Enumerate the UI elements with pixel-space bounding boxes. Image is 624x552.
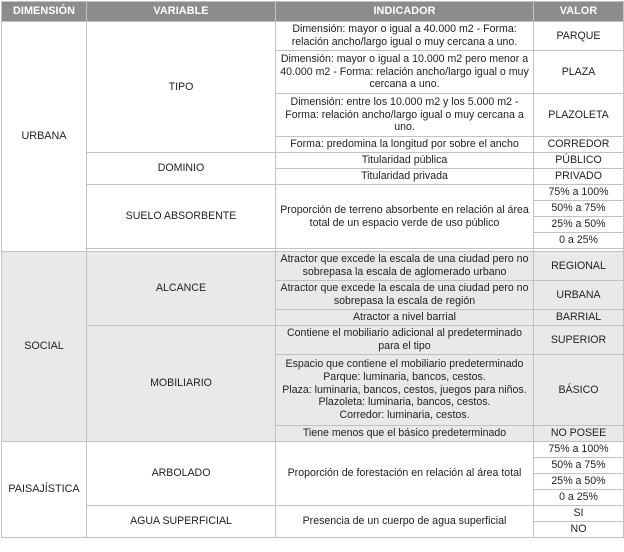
indicador-cell: Proporción de terreno absorbente en relación al área total de un espacio verde de uso público [276, 185, 534, 249]
indicador-cell [276, 355, 534, 426]
valor-cell: NO [534, 522, 624, 538]
table-row [2, 153, 624, 169]
indicador-line: Espacio que contiene el mobiliario predeterminado [285, 357, 524, 370]
indicador-line: Plaza: luminaria, bancos, cestos, juegos para niños. [282, 383, 527, 396]
table-row [2, 185, 624, 201]
variable-alcance: ALCANCE [87, 252, 276, 326]
valor-cell: PLAZA [534, 51, 624, 94]
indicador-cell: Contiene el mobiliario adicional al predeterminado para el tipo [276, 326, 534, 355]
indicador-line: Parque: luminaria, bancos, cestos. [323, 370, 486, 383]
indicador-cell: Atractor a nivel barrial [276, 310, 534, 326]
valor-cell: 75% a 100% [534, 442, 624, 458]
valor-cell: SI [534, 506, 624, 522]
indicador-cell: Presencia de un cuerpo de agua superficial [276, 506, 534, 538]
table-row [2, 442, 624, 458]
indicador-cell: Dimensión: mayor o igual a 10.000 m2 pero menor a 40.000 m2 - Forma: relación ancho/largo igual o muy cercana a uno. [276, 51, 534, 94]
valor-cell: PRIVADO [534, 169, 624, 185]
dimension-urbana: URBANA [2, 22, 87, 252]
valor-cell: REGIONAL [534, 252, 624, 281]
indicador-cell: Titularidad pública [276, 153, 534, 169]
valor-cell: 25% a 50% [534, 474, 624, 490]
indicador-line: Corredor: luminaria, cestos. [339, 409, 470, 422]
dimension-paisajistica: PAISAJÍSTICA [2, 442, 87, 538]
indicador-cell: Dimensión: entre los 10.000 m2 y los 5.000 m2 - Forma: relación ancho/largo igual o muy cercana a uno. [276, 94, 534, 137]
header-variable: VARIABLE [87, 2, 276, 22]
variable-mobiliario: MOBILIARIO [87, 326, 276, 442]
valor-cell: PLAZOLETA [534, 94, 624, 137]
valor-cell: BARRIAL [534, 310, 624, 326]
indicador-line: Plazoleta: luminaria, bancos, cestos. [318, 396, 491, 409]
indicador-cell: Proporción de forestación en relación al área total [276, 442, 534, 506]
valor-cell: PÚBLICO [534, 153, 624, 169]
valor-cell: SUPERIOR [534, 326, 624, 355]
indicador-cell: Atractor que excede la escala de una ciudad pero no sobrepasa la escala de aglomerado urbano [276, 252, 534, 281]
variable-agua-superficial: AGUA SUPERFICIAL [87, 506, 276, 538]
table-row [2, 506, 624, 522]
valor-cell: PARQUE [534, 22, 624, 51]
valor-cell: BÁSICO [534, 355, 624, 426]
indicador-cell: Titularidad privada [276, 169, 534, 185]
variable-suelo-absorbente: SUELO ABSORBENTE [87, 185, 276, 249]
valor-cell: 50% a 75% [534, 201, 624, 217]
variable-tipo: TIPO [87, 22, 276, 153]
indicador-cell: Atractor que excede la escala de una ciudad pero no sobrepasa la escala de región [276, 281, 534, 310]
valor-cell: URBANA [534, 281, 624, 310]
header-indicador: INDICADOR [276, 2, 534, 22]
dimension-social: SOCIAL [2, 252, 87, 442]
indicador-cell: Dimensión: mayor o igual a 40.000 m2 - Forma: relación ancho/largo igual o muy cercana a uno. [276, 22, 534, 51]
header-valor: VALOR [534, 2, 624, 22]
indicador-cell: Forma: predomina la longitud por sobre el ancho [276, 137, 534, 153]
variable-arbolado: ARBOLADO [87, 442, 276, 506]
variable-dominio: DOMINIO [87, 153, 276, 185]
header-dimension: DIMENSIÓN [2, 2, 87, 22]
valor-cell: CORREDOR [534, 137, 624, 153]
indicator-table [1, 1, 624, 538]
valor-cell: NO POSEE [534, 426, 624, 442]
table-row [2, 252, 624, 281]
valor-cell: 25% a 50% [534, 217, 624, 233]
valor-cell: 0 a 25% [534, 233, 624, 249]
table-row [2, 326, 624, 355]
valor-cell: 0 a 25% [534, 490, 624, 506]
valor-cell: 50% a 75% [534, 458, 624, 474]
indicador-cell: Tiene menos que el básico predeterminado [276, 426, 534, 442]
table-row [2, 22, 624, 51]
header-row [2, 2, 624, 22]
valor-cell: 75% a 100% [534, 185, 624, 201]
